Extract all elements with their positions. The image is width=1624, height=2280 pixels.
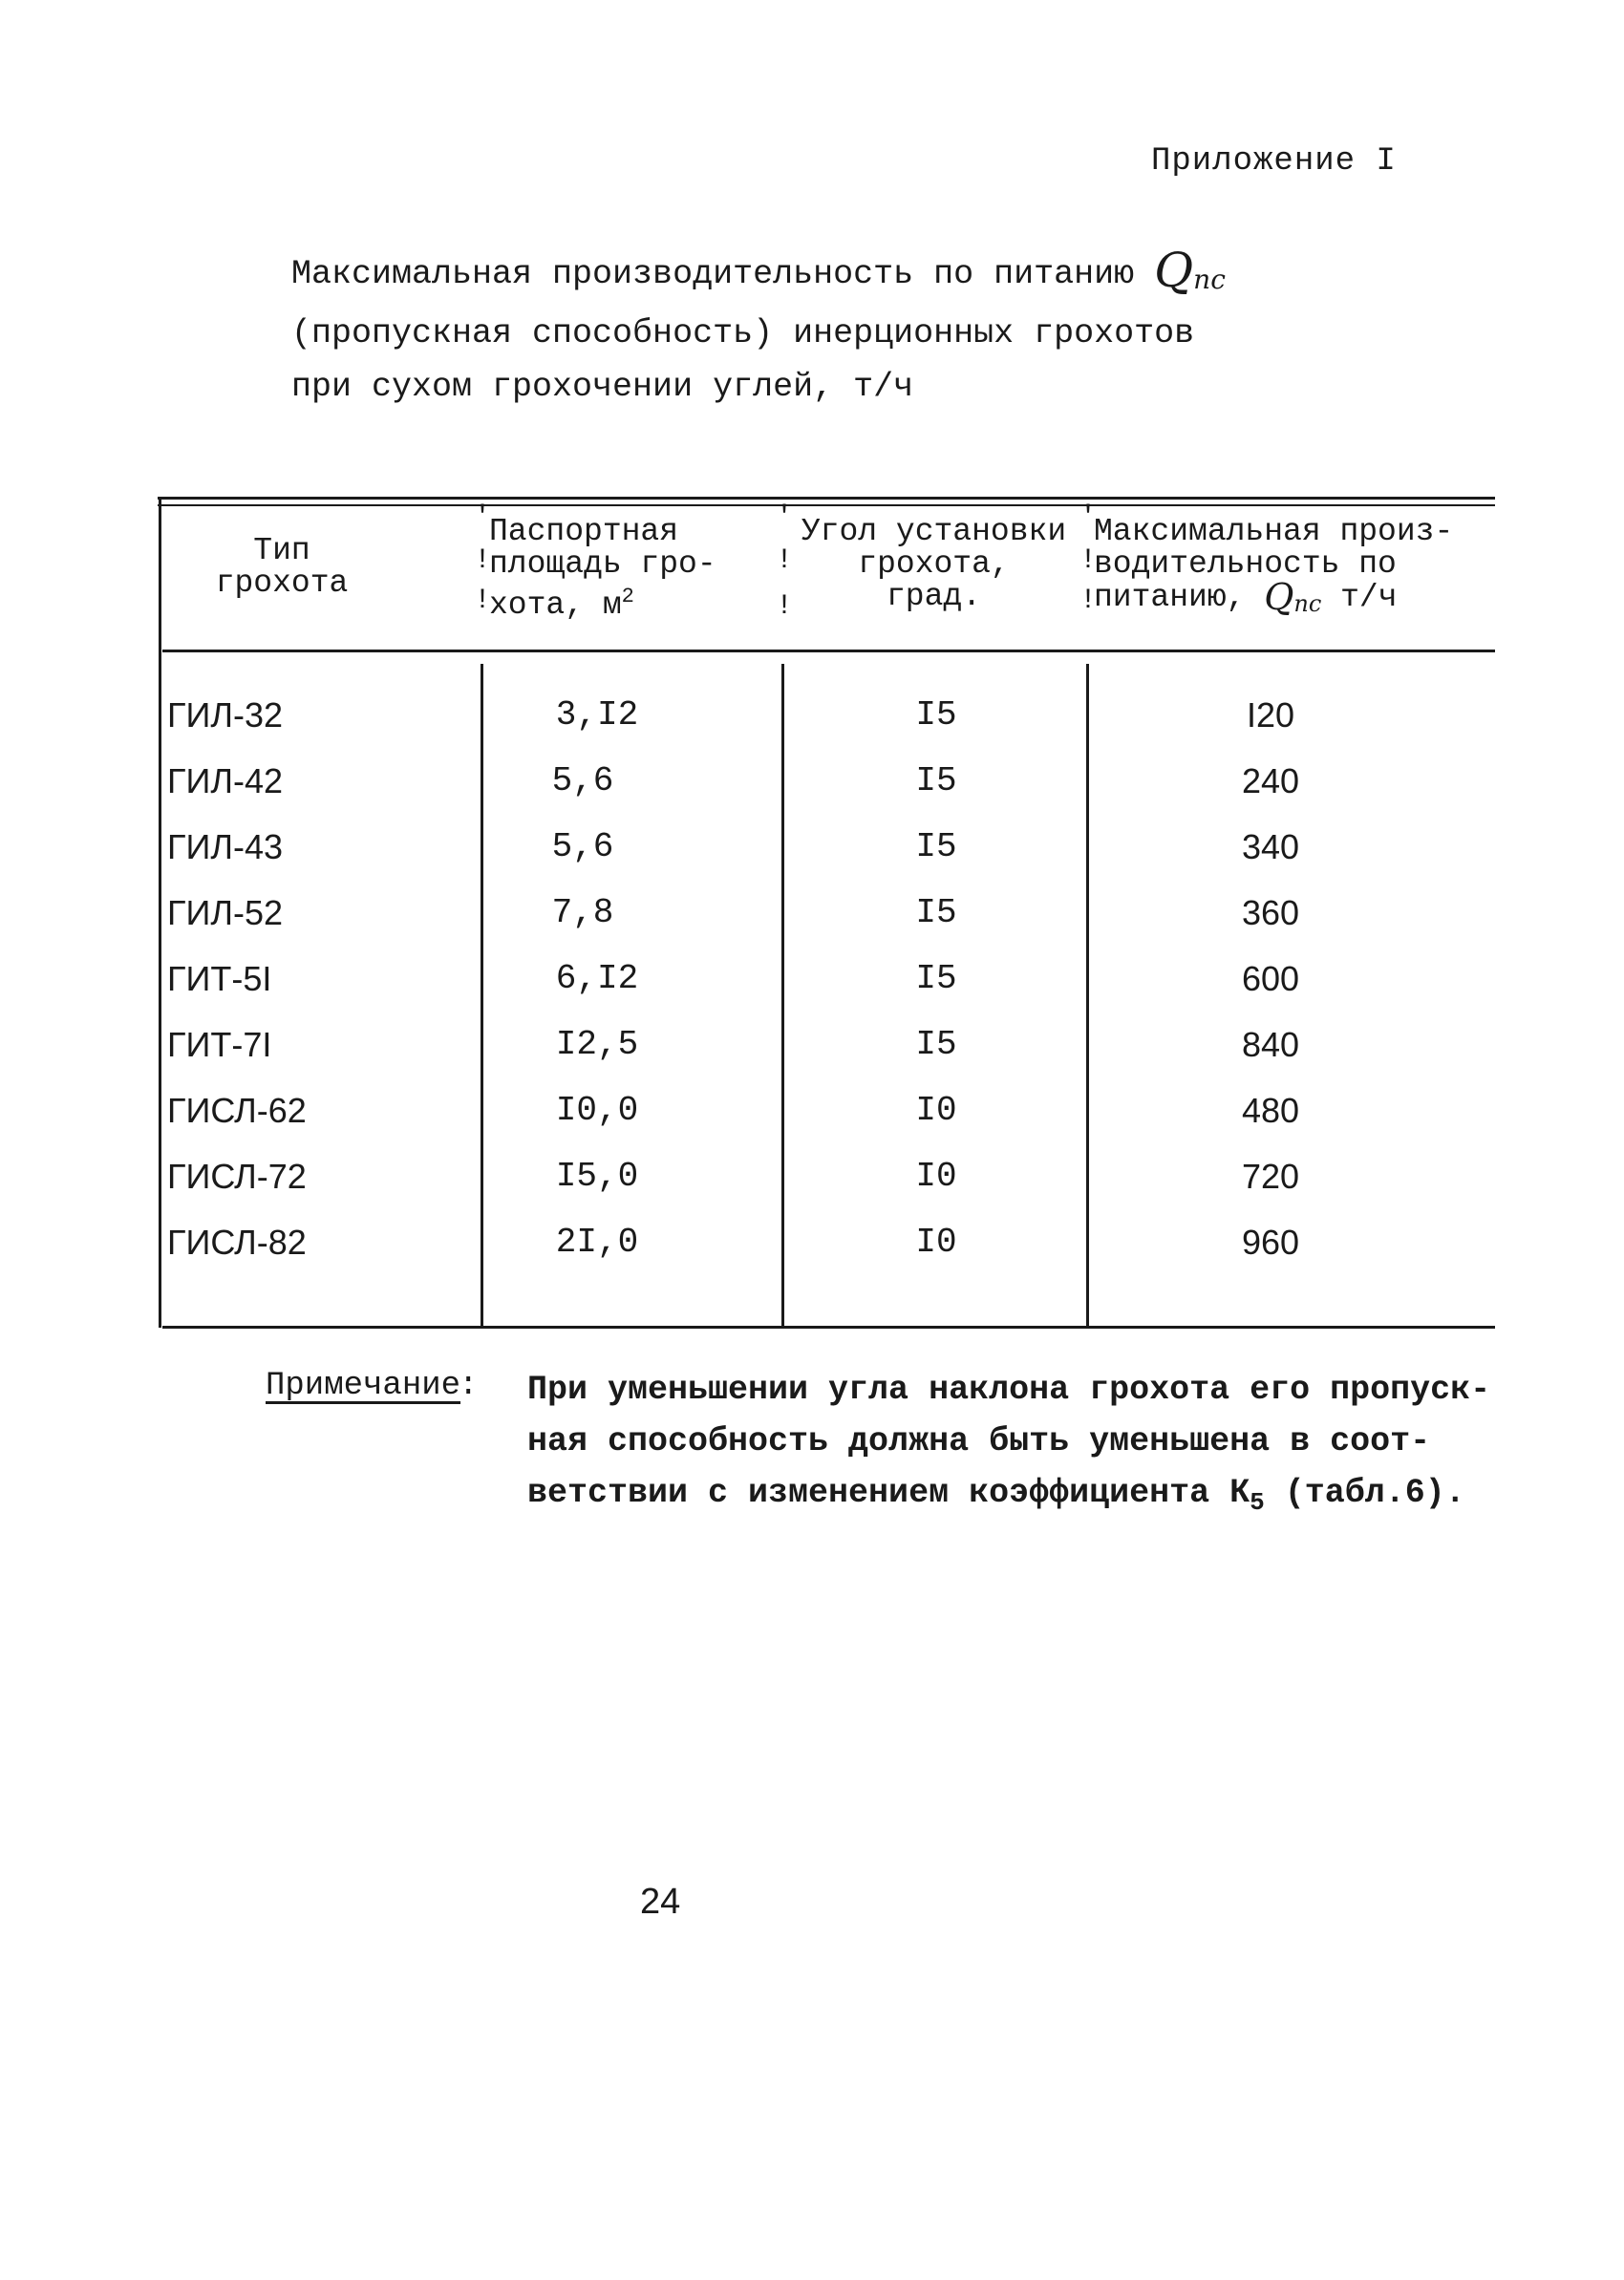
cell-max: 340 — [1241, 827, 1300, 866]
q-symbol: Q — [1264, 576, 1294, 618]
cell-max: 480 — [1241, 1091, 1300, 1130]
column-separator-3 — [1086, 664, 1089, 1328]
cell-area: 2I,0 — [555, 1223, 639, 1262]
cell-angle: I5 — [915, 959, 957, 998]
header-angle: Угол установки грохота, град. — [801, 514, 1067, 614]
cell-max: 840 — [1241, 1025, 1300, 1064]
cell-area: I5,0 — [555, 1157, 639, 1196]
header-bottom-rule — [162, 650, 1495, 652]
table-left-border — [159, 497, 161, 1328]
header-bang: ! — [1079, 544, 1098, 577]
cell-type: ГИЛ-52 — [167, 893, 284, 932]
header-bang: ' — [474, 501, 492, 534]
cell-angle: I5 — [915, 827, 957, 866]
header-bang: ' — [776, 501, 794, 534]
header-max: Максимальная произ- водительность по питанию, Qпс т/ч — [1094, 514, 1454, 618]
cell-area: I0,0 — [555, 1091, 639, 1130]
cell-max: 720 — [1241, 1157, 1300, 1196]
note-text: При уменьшении угла наклона грохота его пропуск- ная способность должна быть уменьшена в соот- ветствии с изменением коэффициента $К_5$ (табл.6). — [527, 1371, 1491, 1517]
cell-type: ГИЛ-32 — [167, 695, 284, 735]
cell-area: 6,I2 — [555, 959, 639, 998]
q-symbol: Q — [1154, 243, 1194, 298]
cell-angle: I5 — [915, 893, 957, 932]
cell-type: ГИТ-5I — [167, 959, 272, 998]
cell-type: ГИТ-7I — [167, 1025, 272, 1064]
cell-angle: I5 — [915, 695, 957, 735]
header-type: Тип грохота — [215, 533, 349, 601]
column-separator-2 — [781, 664, 784, 1328]
header-bang: ! — [776, 590, 794, 623]
appendix-label: Приложение I — [1151, 143, 1397, 180]
header-bang: ! — [776, 544, 794, 577]
header-bang: ! — [474, 544, 492, 577]
cell-type: ГИСЛ-82 — [167, 1223, 307, 1262]
header-area: Паспортная площадь грo- хота, $м^2$ — [489, 514, 716, 623]
cell-area: 3,I2 — [555, 695, 639, 735]
q-subscript: пс — [1293, 590, 1322, 617]
cell-type: ГИСЛ-62 — [167, 1091, 307, 1130]
header-bang: ! — [1079, 585, 1098, 617]
title-line-1: Максимальная производительность по питанию Qпс — [291, 243, 1226, 298]
title-line-2: (пропускная способность) инерционных грохотов — [291, 314, 1195, 352]
title-line-3: при сухом грохочении углей, т/ч — [291, 368, 914, 406]
cell-max: 240 — [1241, 761, 1300, 800]
cell-type: ГИЛ-43 — [167, 827, 284, 866]
note-label: Примечание — [266, 1368, 461, 1404]
note-colon: : — [459, 1368, 479, 1404]
cell-type: ГИСЛ-72 — [167, 1157, 307, 1196]
cell-area: 7,8 — [551, 893, 614, 932]
table-top-rule — [158, 497, 1495, 500]
cell-angle: I0 — [915, 1157, 957, 1196]
cell-max: 600 — [1241, 959, 1300, 998]
q-subscript: пс — [1193, 264, 1226, 295]
cell-angle: I0 — [915, 1223, 957, 1262]
cell-angle: I0 — [915, 1091, 957, 1130]
cell-max: 360 — [1241, 893, 1300, 932]
page-number: 24 — [640, 1882, 681, 1922]
cell-area: 5,6 — [551, 761, 614, 800]
cell-max: 960 — [1241, 1223, 1300, 1262]
cell-area: 5,6 — [551, 827, 614, 866]
table-title — [291, 244, 1342, 414]
table-top-rule-2 — [158, 504, 1495, 506]
cell-angle: I5 — [915, 761, 957, 800]
cell-max: I20 — [1246, 695, 1295, 735]
cell-angle: I5 — [915, 1025, 957, 1064]
header-bang: ' — [1079, 501, 1098, 534]
cell-type: ГИЛ-42 — [167, 761, 284, 800]
header-bang: ! — [474, 585, 492, 617]
table-bottom-rule — [162, 1326, 1495, 1329]
cell-area: I2,5 — [555, 1025, 639, 1064]
